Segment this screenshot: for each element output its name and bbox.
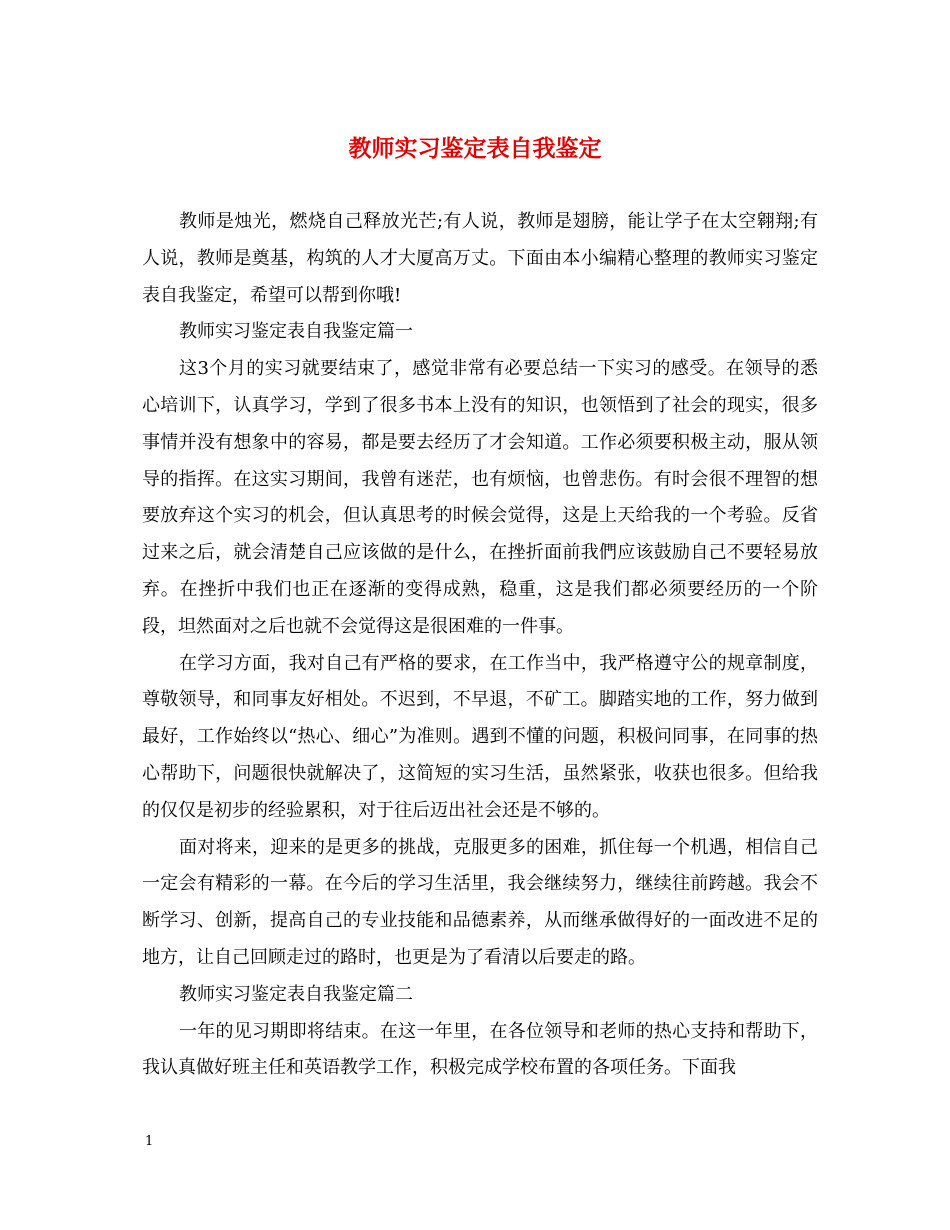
- body-paragraph: 这3个月的实习就要结束了，感觉非常有必要总结一下实习的感受。在领导的悉心培训下，认真学习，学到了很多书本上没有的知识，也领悟到了社会的现实，很多事情并没有想象中的容易，都是要去经历了才会知道。工作必须要积极主动，服从领导的指挥。在这实习期间，我曾有迷茫，也有烦恼，也曾悲伤。有时会很不理智的想要放弃这个实习的机会，但认真思考的时候会觉得，这是上天给我的一个考验。反省过来之后，就会清楚自己应该做的是什么，在挫折面前我們应该鼓励自己不要轻易放弃。在挫折中我们也正在逐渐的变得成熟，稳重，这是我们都必须要经历的一个阶段，坦然面对之后也就不会觉得这是很困难的一件事。: [142, 358, 818, 637]
- body-paragraph: 一年的见习期即将结束。在这一年里，在各位领导和老师的热心支持和帮助下，我认真做好班主任和英语教学工作，积极完成学校布置的各项任务。下面我: [142, 1020, 818, 1079]
- section-heading-1: 教师实习鉴定表自我鉴定篇一: [179, 321, 413, 343]
- intro-paragraph: 教师是烛光，燃烧自己释放光芒;有人说，教师是翅膀，能让学子在太空翱翔;有人说，教师是奠基，构筑的人才大厦高万丈。下面由本小编精心整理的教师实习鉴定表自我鉴定，希望可以帮到你哦!: [142, 211, 818, 306]
- body-paragraph: 在学习方面，我对自己有严格的要求，在工作当中，我严格遵守公的规章制度，尊敬领导，和同事友好相处。不迟到，不早退，不矿工。脚踏实地的工作，努力做到最好，工作始终以“热心、细心”为准则。遇到不懂的问题，积极问同事，在同事的热心帮助下，问题很快就解决了，这简短的实习生活，虽然紧张，收获也很多。但给我的仅仅是初步的经验累积，对于往后迈出社会还是不够的。: [142, 652, 818, 821]
- document-title: 教师实习鉴定表自我鉴定: [348, 135, 602, 162]
- page-number: 1: [145, 1134, 154, 1149]
- document-body: [142, 204, 818, 1087]
- body-paragraph: 面对将来，迎来的是更多的挑战，克服更多的困难，抓住每一个机遇，相信自己一定会有精彩的一幕。在今后的学习生活里，我会继续努力，继续往前跨越。我会不断学习、创新，提高自己的专业技能和品德素养，从而继承做得好的一面改进不足的地方，让自己回顾走过的路时，也更是为了看清以后要走的路。: [142, 836, 818, 968]
- section-heading-2: 教师实习鉴定表自我鉴定篇二: [179, 983, 413, 1005]
